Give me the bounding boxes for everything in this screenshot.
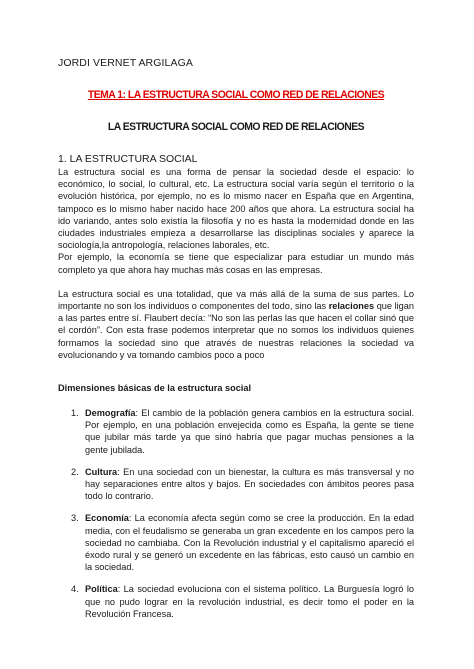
- dimensions-list: [58, 407, 414, 620]
- list-number: 3.: [71, 513, 79, 524]
- author-name: JORDI VERNET ARGILAGA: [58, 57, 193, 69]
- section-heading: 1. LA ESTRUCTURA SOCIAL: [58, 153, 198, 165]
- list-text: : La sociedad evoluciona con el sistema político. La Burguesía logró lo que no pudo lograr en la revolución industrial, es decir tomo el poder en la Revolución Francesa.: [85, 584, 414, 619]
- list-number: 4.: [71, 584, 79, 595]
- list-item: [71, 466, 414, 503]
- list-term: Demografía: [85, 408, 136, 419]
- list-item: [71, 407, 414, 456]
- document-subtitle: LA ESTRUCTURA SOCIAL COMO RED DE RELACIONES: [107, 121, 365, 133]
- paragraph-example: Por ejemplo, la economía se tiene que especializar para estudiar un mundo más completo ya que ahora hay muchas más cosas en las empresas.: [58, 252, 414, 275]
- list-number: 1.: [71, 408, 79, 419]
- paragraph-text: que ligan a las partes entre sí. Flaubert decía: “No son las perlas las que hacen el collar sinó que el cordón”. Con esta frase podemos interpretar que no somos los individuos quienes formamos la sociedad sino que através de nuestras relaciones la sociedad va evolucionando y va tomando cambios poco a poco: [58, 301, 414, 360]
- list-number: 2.: [71, 466, 79, 477]
- bold-term-relaciones: relaciones: [328, 301, 375, 312]
- list-item: [71, 583, 414, 620]
- dimensions-heading: Dimensiones básicas de la estructura social: [58, 383, 252, 394]
- list-text: : El cambio de la población genera cambios en la estructura social. Por ejemplo, en una población envejecida como es España, la gente se tiene que jubilar más tarde ya que sinó habría que pagar muchas pensiones a la gente jubilada.: [85, 408, 414, 455]
- list-term: Cultura: [85, 466, 118, 477]
- paragraph-definition: La estructura social es una forma de pensar la sociedad desde el espacio: lo económico, lo social, lo cultural, etc. La estructura social varía según el territorio o la evolución histórica, por ejemplo, no es lo mismo nacer en España que en Argentina, tampoco es lo mismo haber nacido hace 200 años que ahora. La estructura social ha ido variando, antes solo existía la filosofía y no es hasta la modernidad donde en las ciudades industriales empieza a desarrollarse las disciplinas sociales y aparece la sociología,la antropología, relaciones laborales, etc.: [58, 167, 414, 251]
- list-text: : La economía afecta según como se cree la producción. En la edad media, con el feudalismo se generaba un gran excedente en los campos pero la sociedad no cambiaba. Con la Revolución industrial y el capitalismo apareció el éxodo rural y se generó un excedente en las fábricas, esto causó un cambio en la sociedad.: [85, 513, 414, 573]
- paragraph-text: La estructura social es una totalidad, que va más allá de la suma de sus partes. Lo importante no son los individuos o componentes del todo, sino las: [58, 288, 414, 312]
- list-term: Economía: [85, 513, 129, 524]
- tema-title: TEMA 1: LA ESTRUCTURA SOCIAL COMO RED DE RELACIONES: [87, 89, 385, 101]
- list-term: Política: [85, 584, 118, 595]
- list-text: : En una sociedad con un bienestar, la cultura es más transversal y no hay separaciones entre altos y bajos. En sociedades con ámbitos peores pasa todo lo contrario.: [85, 466, 414, 502]
- paragraph-totality: [58, 288, 414, 361]
- list-item: [71, 512, 414, 573]
